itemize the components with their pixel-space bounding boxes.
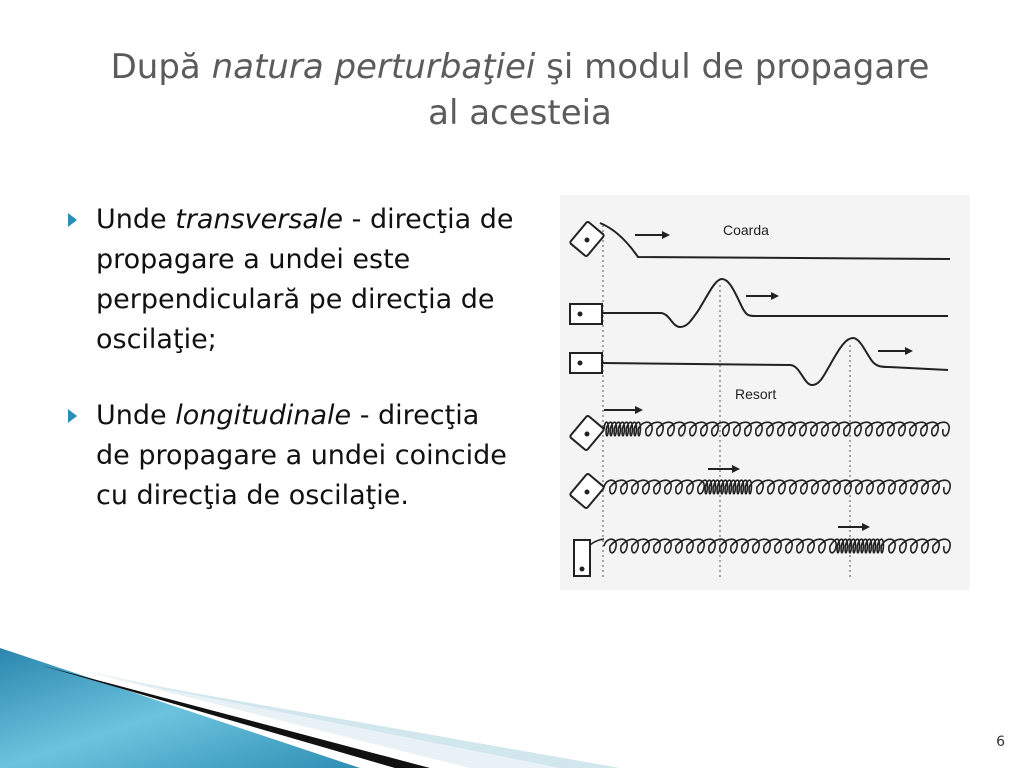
string-wave bbox=[602, 338, 948, 385]
arrow-head bbox=[905, 347, 913, 355]
bullet-lead: Unde bbox=[96, 204, 176, 235]
bullet-arrow-icon bbox=[68, 409, 77, 423]
arrow-head bbox=[662, 231, 670, 239]
oscillator-pin bbox=[578, 312, 583, 317]
title-part-1: După bbox=[110, 47, 212, 87]
arrow-head bbox=[732, 465, 740, 473]
spring-row-1 bbox=[570, 406, 950, 451]
string-row-2 bbox=[570, 279, 948, 327]
corner-decoration bbox=[0, 630, 1024, 768]
label-resort: Resort bbox=[735, 386, 777, 402]
bullet-term: transversale bbox=[175, 204, 344, 235]
bullet-transverse bbox=[64, 200, 514, 360]
bullet-longitudinal bbox=[64, 396, 514, 516]
bullet-term: longitudinale bbox=[175, 400, 352, 431]
oscillator-pin bbox=[578, 361, 583, 366]
spring-row-3 bbox=[574, 523, 950, 576]
bullet-list bbox=[64, 200, 514, 516]
spring-coil bbox=[604, 422, 949, 436]
spring-row-2 bbox=[570, 465, 951, 509]
spring-lead bbox=[590, 539, 604, 545]
bullet-arrow-icon bbox=[68, 213, 77, 227]
deco-blue-wedge bbox=[0, 648, 360, 768]
bullet-text: - direcţia de propagare a undei este perpendiculară pe direcţia de oscilaţie; bbox=[96, 204, 514, 355]
page-number: 6 bbox=[996, 734, 1005, 750]
spring-coil bbox=[604, 539, 950, 553]
oscillator-block bbox=[570, 353, 602, 373]
arrow-head bbox=[635, 406, 643, 414]
oscillator-pin bbox=[585, 432, 590, 437]
oscillator-block bbox=[570, 304, 602, 324]
title-italic: natura perturbaţiei bbox=[211, 47, 536, 87]
bullet-lead: Unde bbox=[96, 400, 176, 431]
string-wave bbox=[602, 279, 948, 327]
arrow-head bbox=[771, 292, 779, 300]
string-wave bbox=[600, 223, 950, 259]
string-row-1 bbox=[570, 221, 950, 259]
label-coarda: Coarda bbox=[723, 222, 769, 238]
title-part-2: şi modul de propagare al acesteia bbox=[428, 47, 930, 133]
oscillator-pin bbox=[585, 238, 590, 243]
oscillator-pin bbox=[585, 490, 590, 495]
bullet-text: - direcţia de propagare a undei coincide cu direcţia de oscilaţie. bbox=[96, 400, 507, 511]
slide-title bbox=[110, 44, 930, 136]
wave-diagram bbox=[560, 195, 970, 590]
spring-coil bbox=[604, 480, 950, 494]
oscillator-pin bbox=[580, 567, 585, 572]
string-row-3 bbox=[570, 338, 948, 402]
wave-figure bbox=[560, 195, 970, 590]
arrow-head bbox=[862, 523, 870, 531]
